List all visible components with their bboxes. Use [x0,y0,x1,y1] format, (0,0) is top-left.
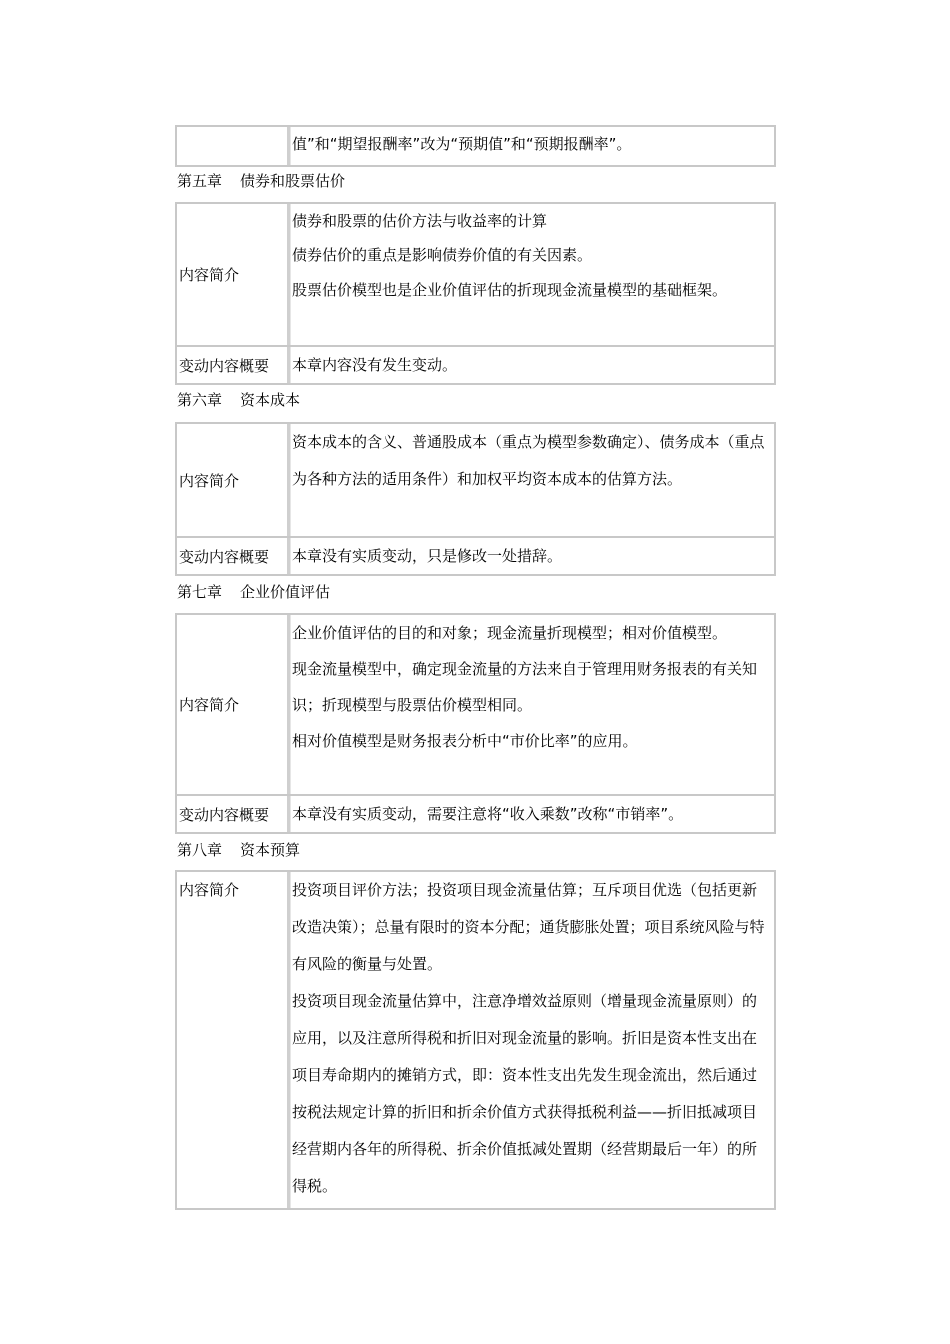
chapter-title: 企业价值评估 [240,583,331,601]
chapter-title: 债券和股票估价 [240,172,346,190]
change-label: 变动内容概要 [177,538,290,574]
change-content: 本章内容没有发生变动。 [290,347,774,383]
intro-paragraph: 企业价值评估的目的和对象；现金流量折现模型；相对价值模型。 [292,624,728,642]
continuation-table [175,125,776,167]
chapter-8-table [175,870,776,1210]
intro-content [290,872,774,1208]
intro-paragraph: 债券估价的重点是影响债券价值的有关因素。 [292,246,593,264]
chapter-number: 第六章 [177,391,223,409]
chapter-7-table [175,613,776,834]
intro-label: 内容简介 [177,872,290,1208]
chapter-number: 第八章 [177,841,223,859]
chapter-6-table [175,422,776,576]
intro-paragraph: 债券和股票的估价方法与收益率的计算 [292,212,548,230]
intro-label: 内容简介 [177,424,290,536]
empty-label-cell [177,127,290,165]
chapter-heading-5 [177,171,345,191]
chapter-number: 第七章 [177,583,223,601]
intro-content [290,615,774,794]
intro-label: 内容简介 [177,615,290,794]
intro-paragraph: 资本成本的含义、普通股成本（重点为模型参数确定）、债务成本（重点为各种方法的适用条件）和加权平均资本成本的估算方法。 [292,433,765,488]
intro-paragraph: 投资项目现金流量估算中，注意净增效益原则（增量现金流量原则）的应用，以及注意所得税和折旧对现金流量的影响。折旧是资本性支出在项目寿命期内的摊销方式，即：资本性支出先发生现金流出，然后通过按税法规定计算的折旧和折余价值方式获得抵税利益——折旧抵减项目经营期内各年的所得税、折余价值抵减处置期（经营期最后一年）的所得税。 [292,992,758,1195]
intro-content [290,424,774,536]
continuation-text: 值”和“期望报酬率”改为“预期值”和“预期报酬率”。 [290,127,774,165]
chapter-title: 资本成本 [240,391,301,409]
intro-content [290,204,774,345]
change-label: 变动内容概要 [177,796,290,832]
intro-paragraph: 股票估价模型也是企业价值评估的折现现金流量模型的基础框架。 [292,281,728,299]
intro-paragraph: 相对价值模型是财务报表分析中“市价比率”的应用。 [292,732,638,750]
chapter-number: 第五章 [177,172,223,190]
chapter-title: 资本预算 [240,841,301,859]
change-label: 变动内容概要 [177,347,290,383]
change-content: 本章没有实质变动，需要注意将“收入乘数”改称“市销率”。 [290,796,774,832]
intro-paragraph: 现金流量模型中，确定现金流量的方法来自于管理用财务报表的有关知识；折现模型与股票估价模型相同。 [292,660,758,714]
change-content: 本章没有实质变动，只是修改一处措辞。 [290,538,774,574]
intro-paragraph: 投资项目评价方法；投资项目现金流量估算；互斥项目优选（包括更新改造决策）；总量有限时的资本分配；通货膨胀处置；项目系统风险与特有风险的衡量与处置。 [292,881,765,973]
chapter-heading-6 [177,390,300,410]
chapter-5-table [175,202,776,385]
chapter-heading-7 [177,582,330,602]
chapter-heading-8 [177,840,300,860]
intro-label: 内容简介 [177,204,290,345]
